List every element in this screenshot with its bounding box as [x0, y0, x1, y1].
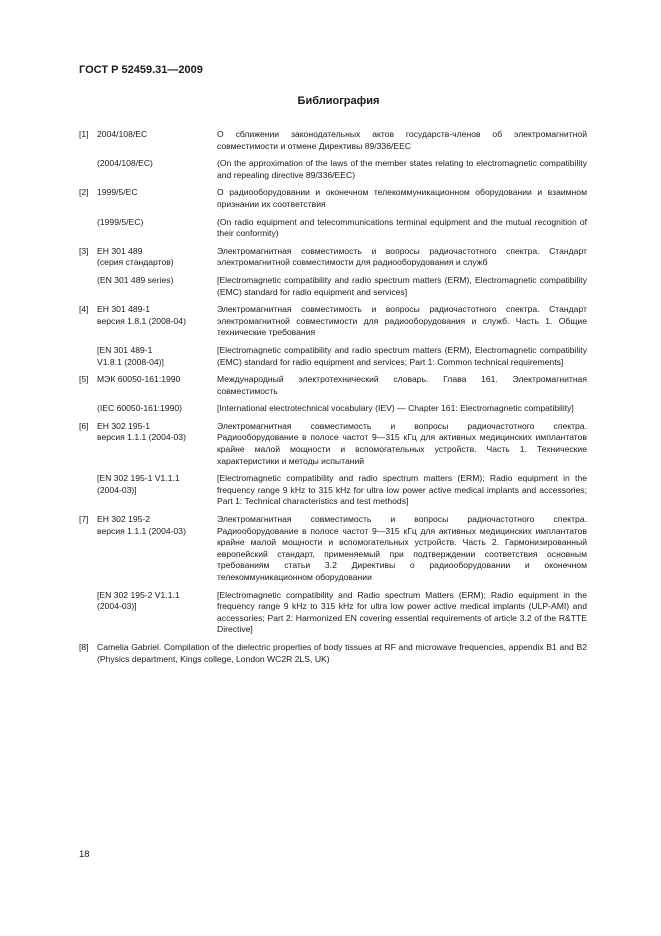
- bib-entry: [79, 374, 587, 397]
- entry-number: [7]: [79, 514, 89, 525]
- entry-description: [Electromagnetic compatibility and Radio spectrum Matters (ERM); Radio equipment in the frequency range 9 kHz to 315 kHz for ultra low power active medical implants (ULP-AMI) and accessories; Part 2: Harmonized EN covering essential requirements of article 3.2 of the R&TTE Directive]: [217, 589, 587, 635]
- entry-number: [79, 403, 97, 415]
- entry-description: Международный электротехнический словарь. Глава 161. Электромагнитная совместимость: [217, 374, 587, 396]
- entry-number: [79, 217, 97, 240]
- bib-entry: [79, 345, 587, 368]
- entry-number: [1]: [79, 129, 89, 139]
- bib-entry: [79, 158, 587, 181]
- bib-entry: [79, 187, 587, 210]
- entry-description: Электромагнитная совместимость и вопросы радиочастотного спектра. Стандарт электромагнитной совместимости для радиооборудования и служб. Часть 1. Общие технические требования: [217, 304, 587, 338]
- entry-description: Camelia Gabriel. Compilation of the dielectric properties of body tissues at RF and microwave frequencies, appendix B1 and B2 (Physics department, Kings college, London WC2R 2LS, UK): [97, 641, 587, 664]
- entry-number: [8]: [79, 641, 89, 652]
- entry-number: [3]: [79, 245, 89, 256]
- entry-description: Электромагнитная совместимость и вопросы радиочастотного спектра. Стандарт электромагнитной совместимости для радиооборудования и служб: [217, 245, 587, 268]
- page-number: 18: [79, 849, 90, 860]
- entry-reference: ЕН 301 489 (серия стандартов): [97, 245, 174, 268]
- entry-number: [5]: [79, 374, 89, 385]
- bib-entry: [79, 514, 587, 584]
- entry-reference: 1999/5/ЕС: [97, 187, 138, 198]
- entry-number: [79, 275, 97, 298]
- entry-description: Электромагнитная совместимость и вопросы радиочастотного спектра. Радиооборудование в полосе частот 9—315 кГц для активных медицинских имплантатов крайне малой мощности и вспомогательных устройств. Часть 2. Гармонизированный европейский стандарт, применяемый при подтверждении соответствия основным требованиям статьи 3.2 Директивы о радиооборудовании и оконечном телекоммуникационном оборудовании: [217, 514, 587, 582]
- entry-reference: МЭК 60050-161:1990: [97, 374, 181, 385]
- entry-number: [2]: [79, 187, 89, 198]
- entry-description: (On the approximation of the laws of the member states relating to electromagnetic compatibility and repealing directive 89/336/EEC): [217, 158, 587, 180]
- entry-number: [79, 590, 97, 636]
- bib-entry: [79, 217, 587, 240]
- entry-reference: [EN 302 195-2 V1.1.1 (2004-03)]: [97, 589, 180, 612]
- entry-reference: ЕН 302 195-2 версия 1.1.1 (2004-03): [97, 514, 186, 536]
- bib-entry: [79, 642, 587, 665]
- entry-description: Электромагнитная совместимость и вопросы радиочастотного спектра. Радиооборудование в полосе частот 9—315 кГц для активных медицинских имплантатов крайне малой мощности и вспомогательных устройств. Часть 1. Технические характеристики и методы испытаний: [217, 420, 587, 466]
- entry-reference: ЕН 302 195-1 версия 1.1.1 (2004-03): [97, 420, 186, 443]
- entry-description: О радиооборудовании и оконечном телекоммуникационном оборудовании и взаимном признании их соответствия: [217, 187, 587, 209]
- bib-entry: [79, 590, 587, 636]
- entry-description: [International electrotechnical vocabulary (IEV) — Chapter 161: Electromagnetic compatibility]: [217, 403, 574, 414]
- entry-reference: [EN 301 489-1 V1.8.1 (2008-04)]: [97, 344, 164, 367]
- entry-reference: (IEC 60050-161:1990): [97, 403, 183, 414]
- bib-entry: [79, 403, 587, 415]
- entry-reference: (EN 301 489 series): [97, 274, 174, 285]
- bib-entry: [79, 246, 587, 269]
- entry-reference: (2004/108/ЕС): [97, 158, 153, 169]
- entry-number: [6]: [79, 420, 89, 431]
- entry-description: [Electromagnetic compatibility and radio spectrum matters (ERM); Radio equipment in the frequency range 9 kHz to 315 kHz for ultra low power active medical implants and accessories; Part 1: Technical characteristics and test methods]: [217, 473, 587, 507]
- entry-number: [79, 345, 97, 368]
- entry-reference: ЕН 301 489-1 версия 1.8.1 (2008-04): [97, 304, 186, 326]
- bib-entry: [79, 304, 587, 339]
- entry-description: [Electromagnetic compatibility and radio spectrum matters (ERM), Electromagnetic compatibility (EMC) standard for radio equipment and services; Part 1: Common technical requirements]: [217, 344, 587, 367]
- page-title: Библиография: [297, 95, 380, 107]
- entry-reference: [EN 302 195-1 V1.1.1 (2004-03)]: [97, 473, 180, 495]
- entry-description: О сближении законодательных актов государств-членов об электромагнитной совместимости и отмене Директивы 89/336/ЕЕС: [217, 129, 587, 151]
- bibliography-list: [79, 129, 587, 671]
- entry-reference: 2004/108/ЕС: [97, 129, 148, 139]
- entry-number: [79, 473, 97, 508]
- document-code: ГОСТ Р 52459.31—2009: [79, 64, 203, 76]
- bib-entry: [79, 129, 587, 152]
- bib-entry: [79, 473, 587, 508]
- bib-entry: [79, 421, 587, 467]
- entry-description: [Electromagnetic compatibility and radio spectrum matters (ERM), Electromagnetic compatibility (EMC) standard for radio equipment and services]: [217, 274, 587, 297]
- entry-reference: (1999/5/ЕС): [97, 216, 144, 227]
- entry-description: (On radio equipment and telecommunications terminal equipment and the mutual recognition of their conformity): [217, 216, 587, 239]
- entry-number: [4]: [79, 304, 89, 315]
- entry-number: [79, 158, 97, 181]
- bib-entry: [79, 275, 587, 298]
